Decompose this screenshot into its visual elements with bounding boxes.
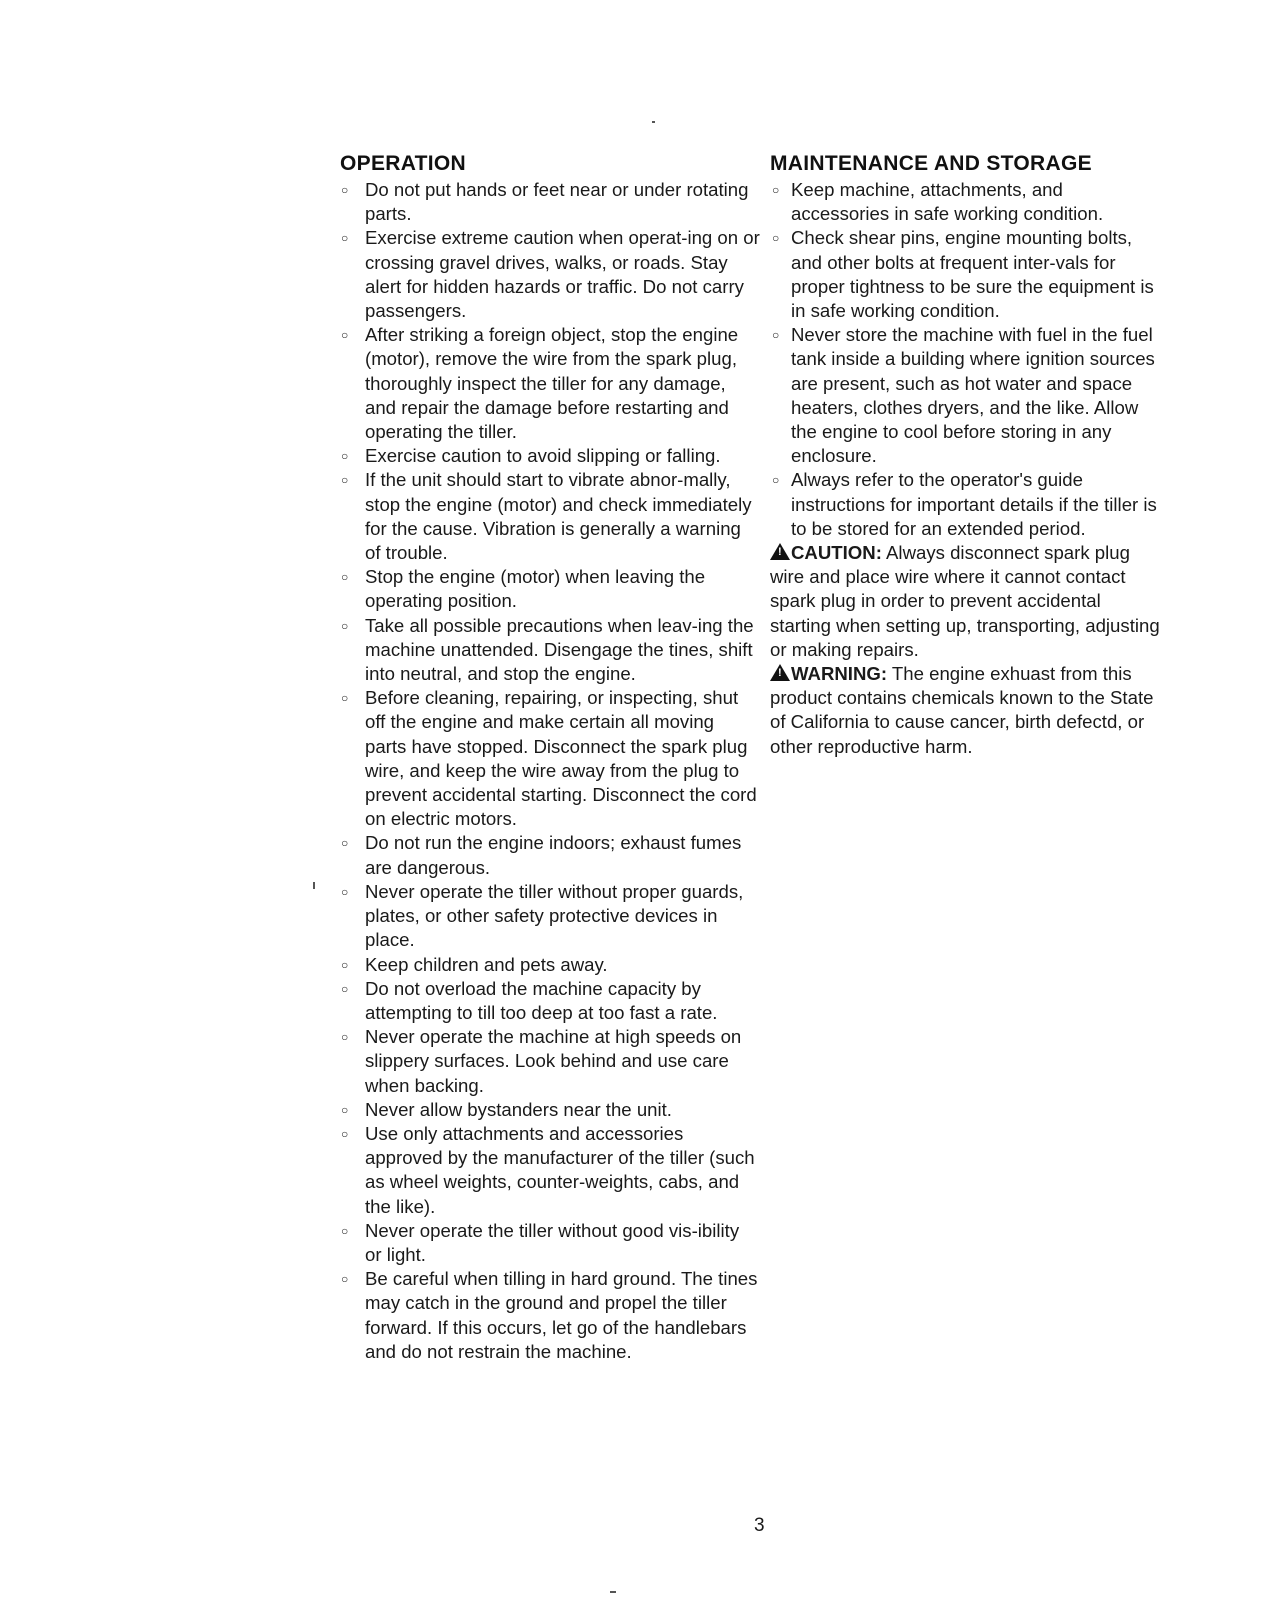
list-item <box>770 468 1165 541</box>
bullet-icon: ○ <box>341 691 349 706</box>
caution-text: Always disconnect spark plug wire and place wire where it cannot contact spark plug in order to prevent accidental starting when setting up, transporting, adjusting or making repairs. <box>770 542 1160 660</box>
list-item <box>340 565 760 613</box>
list-item <box>340 1219 760 1267</box>
bullet-icon: ○ <box>772 183 780 197</box>
bullet-icon: ○ <box>341 1272 349 1287</box>
list-item-text: Exercise extreme caution when operat-ing on or crossing gravel drives, walks, or roads. Stay alert for hidden hazards or traffic. Do not carry passengers. <box>365 227 760 322</box>
bullet-icon: ○ <box>341 570 349 585</box>
bullet-icon: ○ <box>341 473 349 488</box>
page-number: 3 <box>754 1515 765 1536</box>
list-item-text: Always refer to the operator's guide instructions for important details if the tiller is to be stored for an extended period. <box>791 469 1157 539</box>
list-item <box>340 178 760 226</box>
warning-notice <box>770 662 1165 759</box>
list-item-text: Never allow bystanders near the unit. <box>365 1098 672 1120</box>
bullet-icon: ○ <box>341 1223 349 1238</box>
maintenance-heading: MAINTENANCE AND STORAGE <box>770 152 1092 175</box>
list-item-text: Never operate the machine at high speeds on slippery surfaces. Look behind and use care when backing. <box>365 1026 742 1096</box>
list-item-text: After striking a foreign object, stop the engine (motor), remove the wire from the spark plug, thoroughly inspect the tiller for any damage, and repair the damage before restarting and operating the tiller. <box>365 324 739 443</box>
list-item-text: Before cleaning, repairing, or inspecting, shut off the engine and make certain all moving parts have stopped. Disconnect the spark plug wire, and keep the wire away from the plug to prevent accidental starting. Disconnect the cord on electric motors. <box>365 687 757 830</box>
list-item-text: Never store the machine with fuel in the fuel tank inside a building where ignition sources are present, such as hot water and space heaters, clothes dryers, and the like. Allow the engine to cool before storing in any enclosure. <box>791 324 1155 467</box>
maintenance-section <box>770 152 1165 759</box>
list-item <box>340 1122 760 1219</box>
list-item <box>770 323 1165 468</box>
list-item <box>340 953 760 977</box>
operation-heading: OPERATION <box>340 152 466 175</box>
list-item <box>340 1098 760 1122</box>
bullet-icon: ○ <box>341 836 349 851</box>
bullet-icon: ○ <box>772 473 780 488</box>
list-item <box>340 614 760 687</box>
bullet-icon: ○ <box>341 981 349 996</box>
list-item <box>340 686 760 831</box>
list-item <box>340 977 760 1025</box>
list-item-text: Do not overload the machine capacity by attempting to till too deep at too fast a rate. <box>365 977 718 1023</box>
bullet-icon: ○ <box>772 231 780 246</box>
bullet-icon: ○ <box>341 1030 349 1045</box>
operation-list <box>340 178 760 1364</box>
bullet-icon: ○ <box>341 618 349 633</box>
list-item-text: Do not put hands or feet near or under rotating parts. <box>365 179 749 225</box>
bullet-icon: ○ <box>341 328 349 343</box>
caution-label: CAUTION: <box>791 542 882 564</box>
warning-text: The engine exhuast from this product contains chemicals known to the State of California to cause cancer, birth defectd, or other reproductive harm. <box>770 663 1154 757</box>
list-item-text: Keep children and pets away. <box>365 953 608 975</box>
list-item <box>340 444 760 468</box>
list-item-text: Stop the engine (motor) when leaving the operating position. <box>365 566 706 612</box>
list-item-text: If the unit should start to vibrate abnor-mally, stop the engine (motor) and check immediately for the cause. Vibration is generally a warning of trouble. <box>365 469 752 564</box>
list-item <box>340 468 760 565</box>
list-item <box>340 323 760 444</box>
bullet-icon: ○ <box>341 884 349 899</box>
list-item-text: Check shear pins, engine mounting bolts, and other bolts at frequent inter-vals for proper tightness to be sure the equipment is in safe working condition. <box>791 227 1154 322</box>
bullet-icon: ○ <box>341 1126 349 1141</box>
operation-section <box>340 152 760 1364</box>
bullet-icon: ○ <box>341 449 349 464</box>
bullet-icon: ○ <box>772 328 780 343</box>
caution-notice <box>770 541 1165 662</box>
list-item <box>340 880 760 953</box>
list-item-text: Do not run the engine indoors; exhaust fumes are dangerous. <box>365 832 742 878</box>
list-item-text: Exercise caution to avoid slipping or falling. <box>365 445 721 467</box>
list-item <box>340 1025 760 1098</box>
list-item <box>770 226 1165 323</box>
list-item <box>340 1267 760 1364</box>
list-item-text: Keep machine, attachments, and accessories in safe working condition. <box>791 179 1104 225</box>
bullet-icon: ○ <box>341 183 349 197</box>
scan-speck <box>652 121 655 123</box>
list-item <box>770 178 1165 226</box>
list-item <box>340 226 760 323</box>
warning-triangle-icon <box>770 543 790 560</box>
list-item-text: Never operate the tiller without proper guards, plates, or other safety protective devices in place. <box>365 880 744 951</box>
maintenance-list <box>770 178 1165 541</box>
bullet-icon: ○ <box>341 231 349 246</box>
warning-label: WARNING: <box>791 663 888 685</box>
list-item-text: Take all possible precautions when leav-ing the machine unattended. Disengage the tines, shift into neutral, and stop the engine. <box>365 614 754 685</box>
warning-triangle-icon <box>770 664 790 681</box>
list-item-text: Never operate the tiller without good vis-ibility or light. <box>365 1219 740 1265</box>
scan-speck <box>313 882 315 889</box>
list-item-text: Be careful when tilling in hard ground. The tines may catch in the ground and propel the tiller forward. If this occurs, let go of the handlebars and do not restrain the machine. <box>365 1268 758 1362</box>
list-item <box>340 831 760 879</box>
bullet-icon: ○ <box>341 957 349 972</box>
list-item-text: Use only attachments and accessories approved by the manufacturer of the tiller (such as wheel weights, counter-weights, cabs, and the like). <box>365 1122 755 1217</box>
scan-speck <box>610 1591 616 1593</box>
bullet-icon: ○ <box>341 1102 349 1117</box>
